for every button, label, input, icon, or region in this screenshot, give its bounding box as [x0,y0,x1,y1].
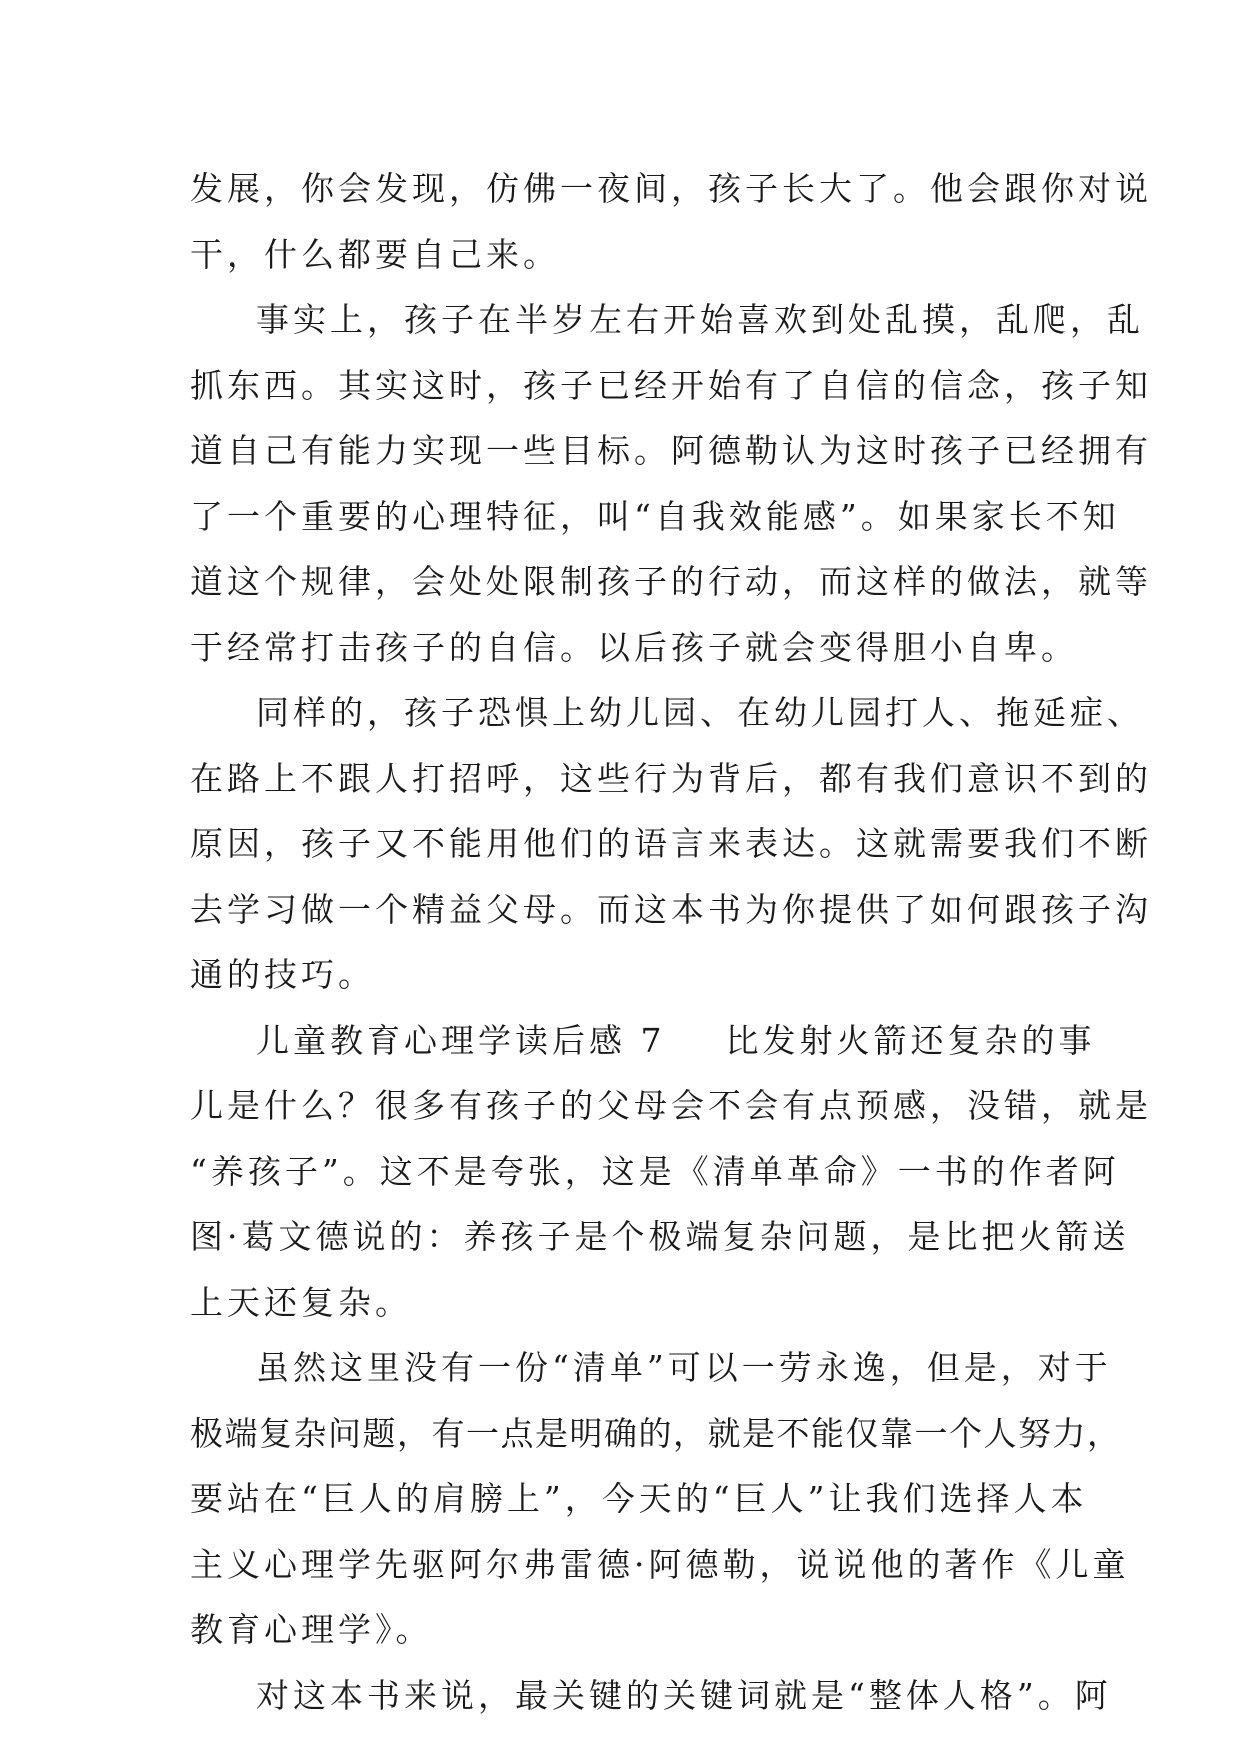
text-line: 道自己有能力实现一些目标。阿德勒认为这时孩子已经拥有 [190,431,1152,470]
paragraph-start-line: 事实上，孩子在半岁左右开始喜欢到处乱摸，乱爬，乱 [256,300,1144,339]
paragraph-start-line: 虽然这里没有一份“清单”可以一劳永逸，但是，对于 [256,1348,1112,1387]
text-line: 干，什么都要自己来。 [190,234,560,274]
text-line: 教育心理学》。 [190,1610,433,1649]
text-line: 在路上不跟人打招呼，这些行为背后，都有我们意识不到的 [190,758,1152,798]
text-line: 图·葛文德说的：养孩子是个极端复杂问题，是比把火箭送 [190,1217,1130,1256]
text-line: 要站在“巨人的肩膀上”，今天的“巨人”让我们选择人本 [190,1479,1088,1518]
text-line: 道这个规律，会处处限制孩子的行动，而这样的做法，就等 [190,562,1152,601]
text-line: 于经常打击孩子的自信。以后孩子就会变得胆小自卑。 [190,627,1078,667]
section-heading: 儿童教育心理学读后感 7 [256,1020,666,1060]
text-line: 上天还复杂。 [190,1282,412,1322]
heading-line-text: 比发射火箭还复杂的事 [725,1020,1096,1060]
text-line: 极端复杂问题，有一点是明确的，就是不能仅靠一个人努力， [190,1413,1122,1453]
section-heading-line [190,1008,1096,1074]
text-line: 发展，你会发现，仿佛一夜间，孩子长大了。他会跟你对说 [190,169,1152,208]
text-line: “养孩子”。这不是夸张，这是《清单革命》一书的作者阿 [190,1151,1120,1191]
paragraph-start-line: 对这本书来说，最关键的关键词就是“整体人格”。阿 [256,1675,1112,1715]
text-line: 通的技巧。 [190,955,375,994]
text-line: 去学习做一个精益父母。而这本书为你提供了如何跟孩子沟 [190,889,1152,929]
text-line: 主义心理学先驱阿尔弗雷德·阿德勒，说说他的著作《儿童 [190,1544,1130,1584]
body-text [190,156,1152,1728]
text-line: 儿是什么？很多有孩子的父母会不会有点预感，没错，就是 [190,1086,1152,1125]
text-line: 抓东西。其实这时，孩子已经开始有了自信的信念，孩子知 [190,365,1152,405]
paragraph-start-line: 同样的，孩子恐惧上幼儿园、在幼儿园打人、拖延症、 [256,693,1144,732]
text-line: 原因，孩子又不能用他们的语言来表达。这就需要我们不断 [190,824,1152,863]
text-line: 了一个重要的心理特征，叫“自我效能感”。如果家长不知 [190,496,1120,536]
